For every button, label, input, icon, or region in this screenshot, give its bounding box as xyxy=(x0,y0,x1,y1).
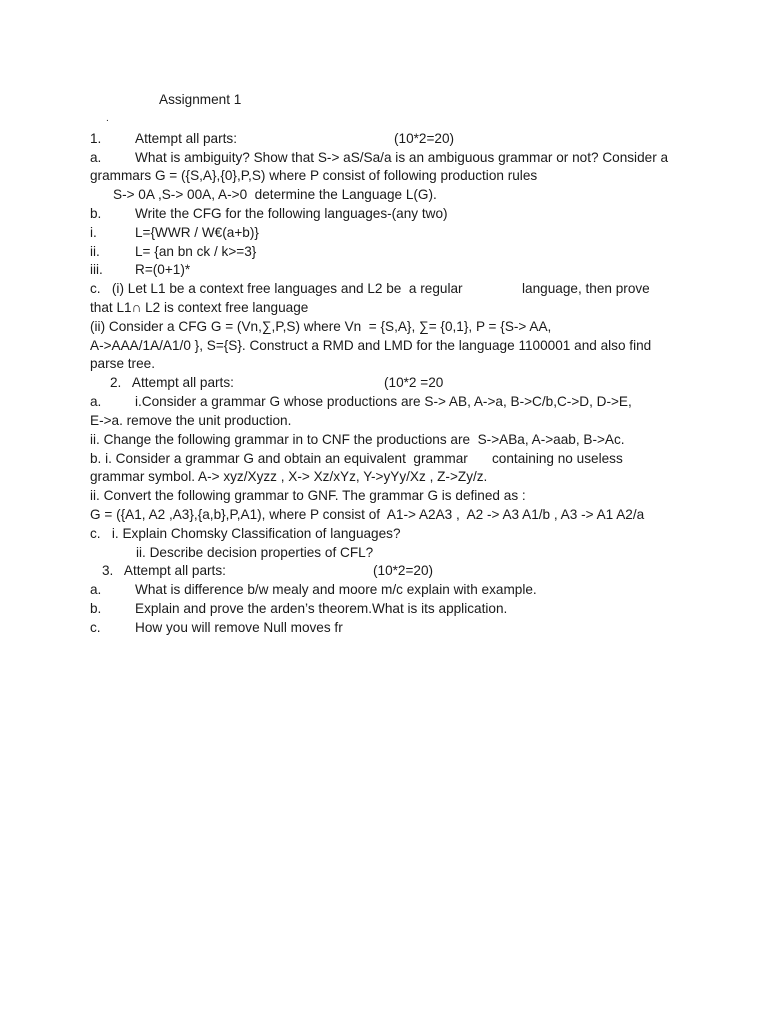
q1b-i-label: i. xyxy=(90,225,97,240)
q2a-line3: ii. Change the following grammar in to CNF the productions are S->ABa, A->aab, B->Ac. xyxy=(90,432,625,447)
q1b-ii-text: L= {an bn ck / k>=3} xyxy=(135,244,257,259)
q2-heading: 2. Attempt all parts: xyxy=(110,375,234,390)
q3-heading: 3. Attempt all parts: xyxy=(102,563,226,578)
q1b-i-text: L={WWR / W€(a+b)} xyxy=(135,225,259,240)
q3b-label: b. xyxy=(90,601,102,616)
q1b-label: b. xyxy=(90,206,102,221)
assignment-title: Assignment 1 xyxy=(159,92,242,107)
q3-marks: (10*2=20) xyxy=(373,563,434,578)
q1b-ii-label: ii. xyxy=(90,244,100,259)
q2c-line2: ii. Describe decision properties of CFL? xyxy=(136,545,374,560)
q2b-line3: ii. Convert the following grammar to GNF. The grammar G is defined as : xyxy=(90,488,526,503)
q1a-line1: What is ambiguity? Show that S-> aS/Sa/a is an ambiguous grammar or not? Consider a xyxy=(135,150,669,165)
q1a-line3: S-> 0A ,S-> 00A, A->0 determine the Language L(G). xyxy=(113,187,437,202)
q1a-line2: grammars G = ({S,A},{0},P,S) where P consist of following production rules xyxy=(90,168,538,183)
q1b-iii-text: R=(0+1)* xyxy=(135,262,191,277)
q1c-line1b: language, then prove xyxy=(522,281,650,296)
q1-marks: (10*2=20) xyxy=(394,131,455,146)
q1a-label: a. xyxy=(90,150,102,165)
q3a-label: a. xyxy=(90,582,102,597)
q2b-line4: G = ({A1, A2 ,A3},{a,b},P,A1), where P consist of A1-> A2A3 , A2 -> A3 A1/b , A3 -> A1 A2/a xyxy=(90,507,645,522)
q1c-line4: A->AAA/1A/A1/0 }, S={S}. Construct a RMD and LMD for the language 1100001 and also find xyxy=(90,338,652,353)
q2c-line1: c. i. Explain Chomsky Classification of languages? xyxy=(90,526,401,541)
q1b-text: Write the CFG for the following languages-(any two) xyxy=(135,206,448,221)
q3c-text: How you will remove Null moves fr xyxy=(135,620,343,635)
q1-number: 1. xyxy=(90,131,102,146)
q3c-label: c. xyxy=(90,620,101,635)
q2a-line2: E->a. remove the unit production. xyxy=(90,413,292,428)
q1c-line2: that L1∩ L2 is context free language xyxy=(90,300,309,315)
q2b-line1a: b. i. Consider a grammar G and obtain an equivalent grammar xyxy=(90,451,468,466)
q2a-line1: i.Consider a grammar G whose productions are S-> AB, A->a, B->C/b,C->D, D->E, xyxy=(135,394,632,409)
q2a-label: a. xyxy=(90,394,102,409)
q3b-text: Explain and prove the arden’s theorem.What is its application. xyxy=(135,601,508,616)
title-dot: . xyxy=(106,113,109,124)
q1-heading: Attempt all parts: xyxy=(135,131,237,146)
q2-marks: (10*2 =20 xyxy=(384,375,444,390)
q3a-text: What is difference b/w mealy and moore m/c explain with example. xyxy=(135,582,537,597)
q2b-line2: grammar symbol. A-> xyz/Xyzz , X-> Xz/xYz, Y->yYy/Xz , Z->Zy/z. xyxy=(90,469,488,484)
q1c-line5: parse tree. xyxy=(90,356,155,371)
q1c-line3: (ii) Consider a CFG G = (Vn,∑,P,S) where Vn = {S,A}, ∑= {0,1}, P = {S-> AA, xyxy=(90,319,552,334)
q1b-iii-label: iii. xyxy=(90,262,103,277)
q1c-line1a: c. (i) Let L1 be a context free languages and L2 be a regular xyxy=(90,281,463,296)
q2b-line1b: containing no useless xyxy=(492,451,623,466)
